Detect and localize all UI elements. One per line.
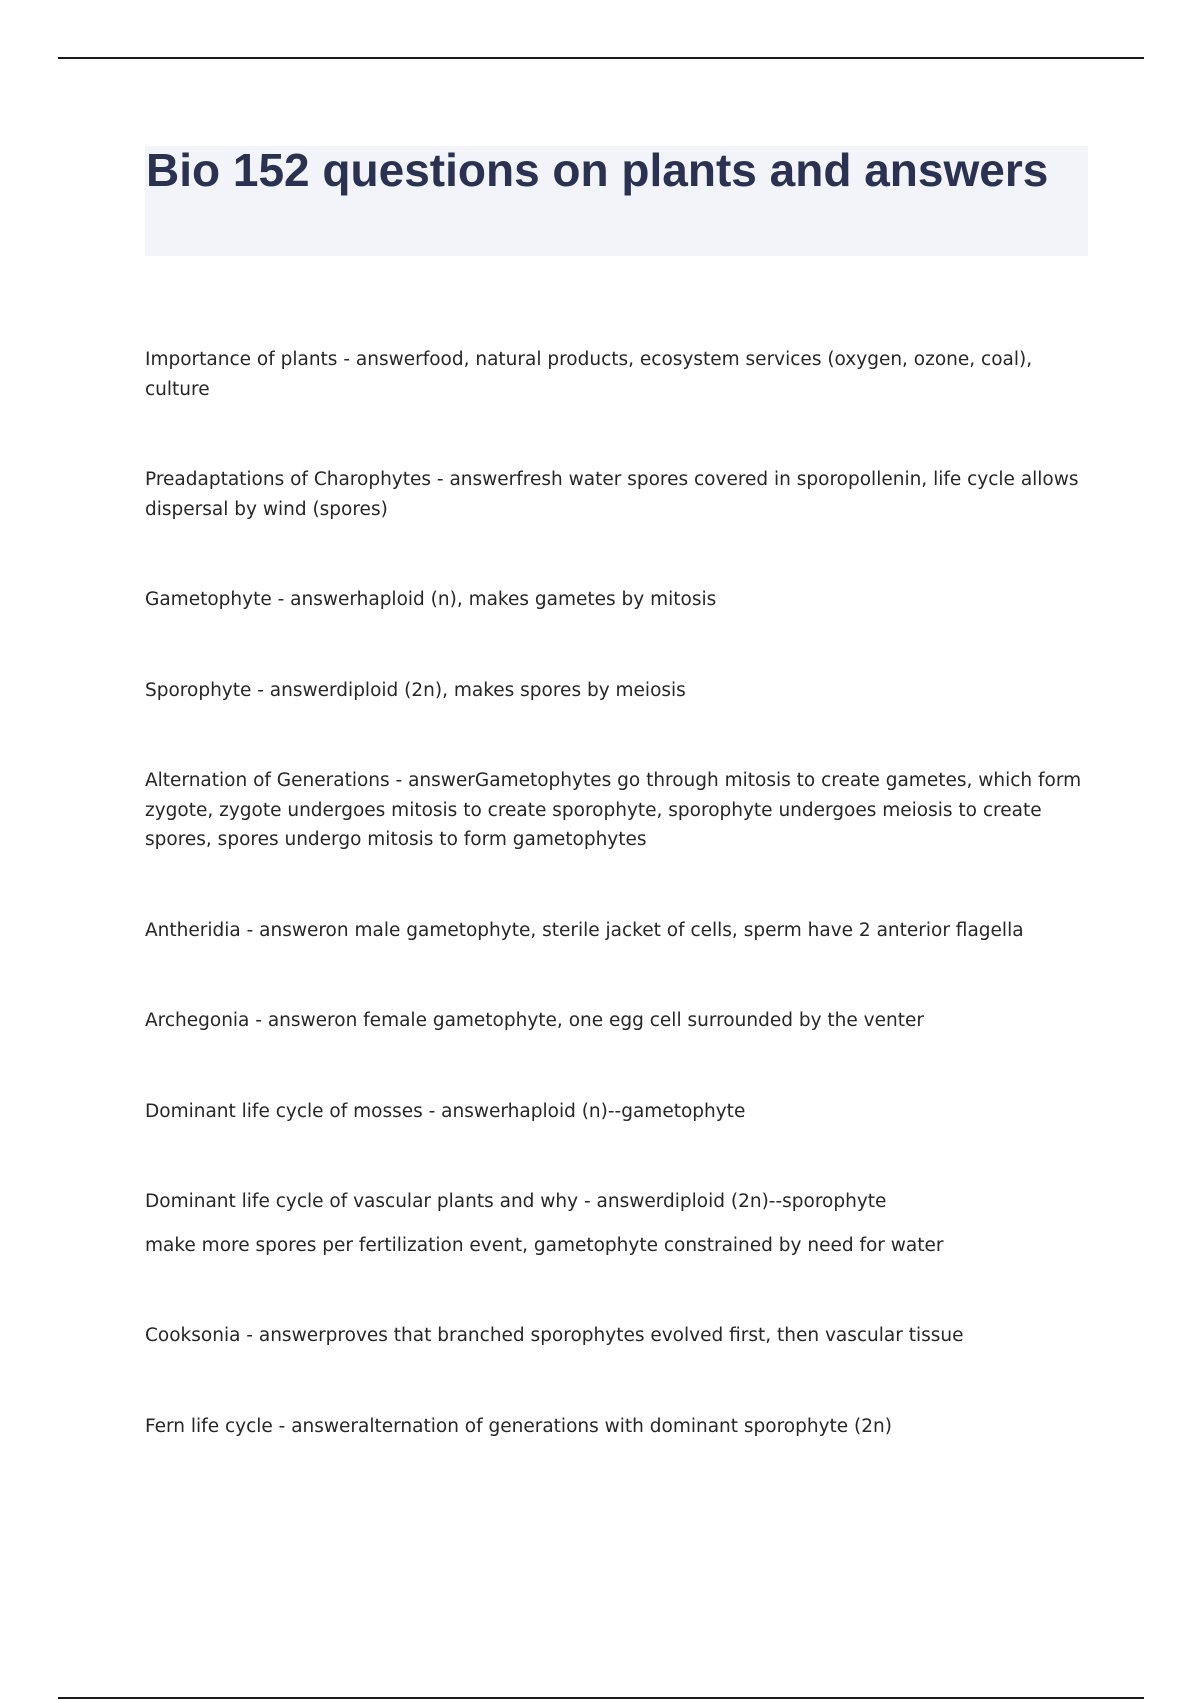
bottom-rule — [58, 1697, 1144, 1699]
qa-text: Gametophyte - answerhaploid (n), makes gametes by mitosis — [145, 589, 717, 610]
qa-text: Fern life cycle - answeralternation of generations with dominant sporophyte (2n) — [145, 1415, 892, 1437]
qa-item-preadaptations — [145, 465, 1085, 524]
qa-item-mosses-life-cycle — [145, 1097, 1085, 1127]
qa-text: Dominant life cycle of vascular plants and why - answerdiploid (2n)--sporophyte — [145, 1191, 887, 1212]
top-rule — [58, 57, 1144, 59]
qa-item-vascular-plants-life-cycle — [145, 1187, 1085, 1260]
page-title: Bio 152 questions on plants and answers — [146, 144, 1049, 196]
qa-text: Antheridia - answeron male gametophyte, sterile jacket of cells, sperm have 2 anterior flagella — [145, 919, 1024, 941]
qa-text-continuation: make more spores per fertilization event, gametophyte constrained by need for water — [145, 1234, 944, 1256]
qa-text: Importance of plants - answerfood, natural products, ecosystem services (oxygen, ozone, coal), culture — [145, 349, 1033, 400]
qa-text: Preadaptations of Charophytes - answerfresh water spores covered in sporopollenin, life cycle allows dispersal by wind (spores) — [145, 469, 1079, 520]
qa-item-gametophyte — [145, 585, 1085, 615]
qa-text: Dominant life cycle of mosses - answerhaploid (n)--gametophyte — [145, 1100, 746, 1122]
qa-text: Sporophyte - answerdiploid (2n), makes spores by meiosis — [145, 679, 686, 701]
qa-item-sporophyte — [145, 676, 1085, 706]
qa-item-cooksonia — [145, 1321, 1085, 1351]
qa-text: Archegonia - answeron female gametophyte, one egg cell surrounded by the venter — [145, 1010, 924, 1031]
qa-list — [145, 345, 1085, 1502]
qa-text: Alternation of Generations - answerGametophytes go through mitosis to create gametes, which form zygote, zygote undergoes mitosis to create sporophyte, sporophyte undergoes meiosis to create spores, spores undergo mitosis to form gametophytes — [145, 770, 1082, 850]
qa-item-antheridia — [145, 916, 1085, 946]
qa-item-importance-of-plants — [145, 345, 1085, 404]
qa-item-alternation-of-generations — [145, 766, 1085, 855]
qa-text: Cooksonia - answerproves that branched sporophytes evolved first, then vascular tissue — [145, 1325, 964, 1346]
qa-item-archegonia — [145, 1006, 1085, 1036]
qa-item-fern-life-cycle — [145, 1412, 1085, 1442]
